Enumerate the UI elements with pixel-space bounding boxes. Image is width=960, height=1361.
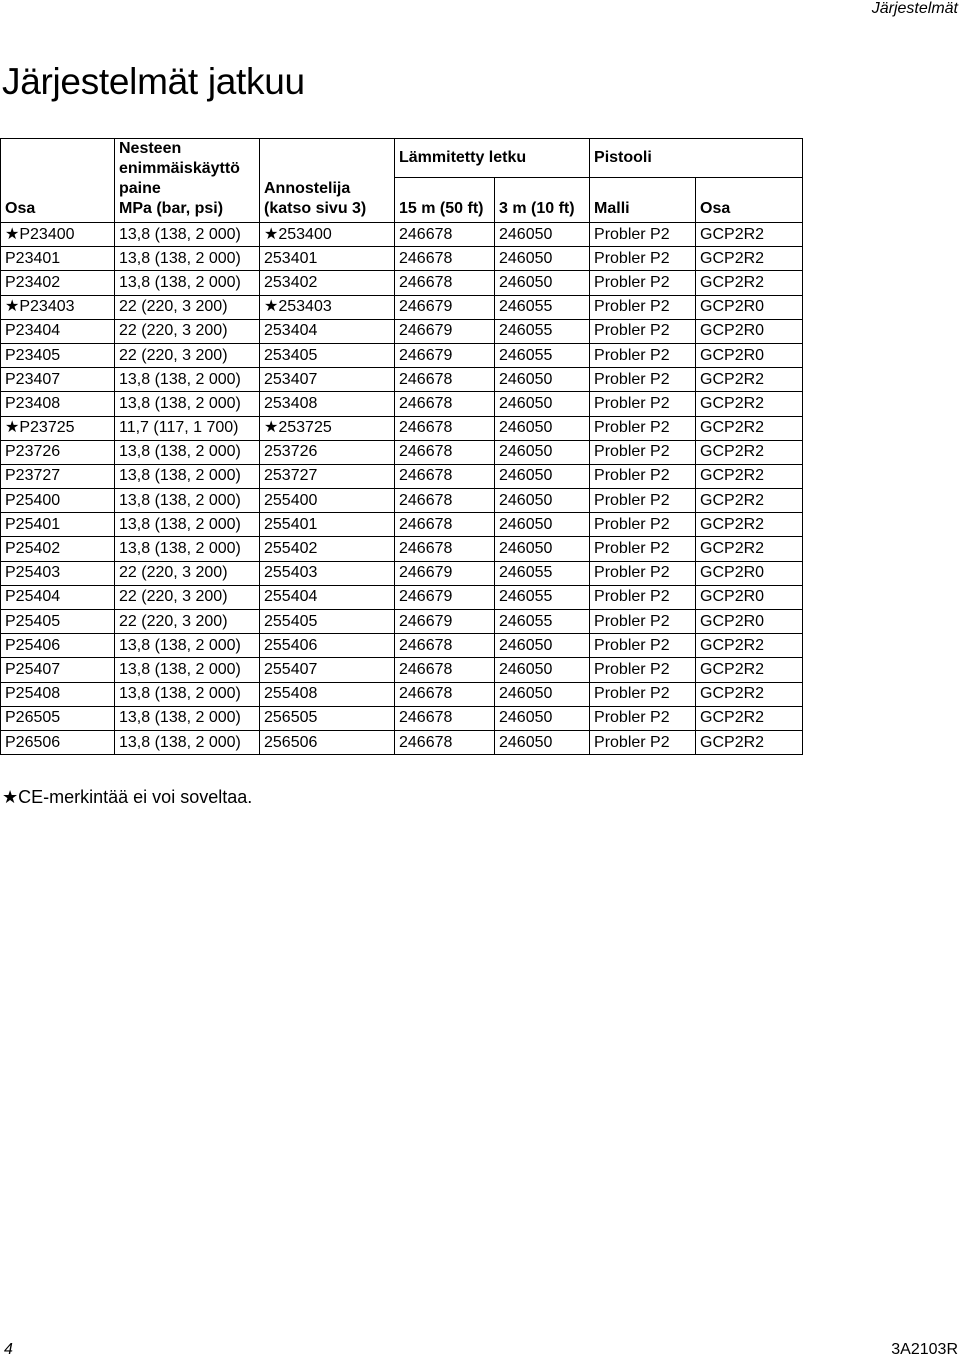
- gun-model-cell: Probler P2: [590, 489, 696, 513]
- gun-part-cell: GCP2R2: [696, 440, 803, 464]
- max-pressure-cell: 13,8 (138, 2 000): [115, 513, 260, 537]
- gun-part-cell: GCP2R0: [696, 585, 803, 609]
- table-row: [1, 585, 803, 609]
- hose-3m-cell: 246050: [495, 464, 590, 488]
- dispenser-cell: 253404: [260, 319, 395, 343]
- osa-cell: P25402: [1, 537, 115, 561]
- footnote-ce: ★CE-merkintää ei voi soveltaa.: [2, 787, 253, 807]
- dispenser-cell: 255403: [260, 561, 395, 585]
- gun-part-cell: GCP2R2: [696, 392, 803, 416]
- col-header-hose-3m: 3 m (10 ft): [495, 178, 590, 223]
- hose-3m-cell: 246050: [495, 223, 590, 247]
- gun-model-cell: Probler P2: [590, 537, 696, 561]
- table-row: [1, 730, 803, 754]
- gun-model-cell: Probler P2: [590, 634, 696, 658]
- osa-cell: P25400: [1, 489, 115, 513]
- max-pressure-cell: 13,8 (138, 2 000): [115, 392, 260, 416]
- gun-model-cell: Probler P2: [590, 706, 696, 730]
- document-code: 3A2103R: [891, 1341, 958, 1358]
- max-pressure-cell: 13,8 (138, 2 000): [115, 368, 260, 392]
- hose-3m-cell: 246050: [495, 634, 590, 658]
- gun-part-cell: GCP2R2: [696, 271, 803, 295]
- hose-3m-cell: 246055: [495, 295, 590, 319]
- max-pressure-cell: 22 (220, 3 200): [115, 295, 260, 319]
- dispenser-cell: 253407: [260, 368, 395, 392]
- dispenser-cell: ★253725: [260, 416, 395, 440]
- osa-cell: P23402: [1, 271, 115, 295]
- hose-3m-cell: 246050: [495, 730, 590, 754]
- table-row: [1, 610, 803, 634]
- hose-15m-cell: 246678: [395, 440, 495, 464]
- gun-model-cell: Probler P2: [590, 392, 696, 416]
- osa-cell: P26506: [1, 730, 115, 754]
- hose-15m-cell: 246678: [395, 368, 495, 392]
- hose-3m-cell: 246055: [495, 561, 590, 585]
- hose-15m-cell: 246678: [395, 247, 495, 271]
- dispenser-cell: 255406: [260, 634, 395, 658]
- hose-3m-cell: 246050: [495, 706, 590, 730]
- max-pressure-cell: 13,8 (138, 2 000): [115, 634, 260, 658]
- dispenser-cell: ★253403: [260, 295, 395, 319]
- systems-table: [0, 138, 803, 755]
- max-pressure-cell: 13,8 (138, 2 000): [115, 271, 260, 295]
- gun-model-cell: Probler P2: [590, 247, 696, 271]
- group-header-heated-hose: Lämmitetty letku: [395, 139, 590, 178]
- dispenser-cell: 255405: [260, 610, 395, 634]
- max-pressure-line-3: paine: [119, 180, 161, 197]
- gun-model-cell: Probler P2: [590, 368, 696, 392]
- page-title: Järjestelmät jatkuu: [2, 61, 305, 102]
- max-pressure-cell: 13,8 (138, 2 000): [115, 658, 260, 682]
- dispenser-cell: 253408: [260, 392, 395, 416]
- hose-15m-cell: 246678: [395, 706, 495, 730]
- gun-part-cell: GCP2R2: [696, 730, 803, 754]
- table-row: [1, 416, 803, 440]
- gun-part-cell: GCP2R0: [696, 561, 803, 585]
- dispenser-cell: 255400: [260, 489, 395, 513]
- max-pressure-cell: 13,8 (138, 2 000): [115, 682, 260, 706]
- hose-15m-cell: 246679: [395, 585, 495, 609]
- hose-15m-cell: 246678: [395, 416, 495, 440]
- hose-3m-cell: 246055: [495, 585, 590, 609]
- gun-part-cell: GCP2R0: [696, 295, 803, 319]
- hose-15m-cell: 246678: [395, 489, 495, 513]
- col-header-hose-15m: 15 m (50 ft): [395, 178, 495, 223]
- gun-part-cell: GCP2R2: [696, 658, 803, 682]
- hose-3m-cell: 246050: [495, 513, 590, 537]
- osa-cell: P23726: [1, 440, 115, 464]
- gun-part-cell: GCP2R2: [696, 682, 803, 706]
- max-pressure-cell: 22 (220, 3 200): [115, 561, 260, 585]
- gun-part-cell: GCP2R2: [696, 368, 803, 392]
- hose-15m-cell: 246679: [395, 295, 495, 319]
- gun-model-cell: Probler P2: [590, 561, 696, 585]
- gun-model-cell: Probler P2: [590, 464, 696, 488]
- osa-cell: P23408: [1, 392, 115, 416]
- col-header-osa: Osa: [1, 139, 115, 223]
- hose-3m-cell: 246050: [495, 658, 590, 682]
- hose-3m-cell: 246050: [495, 416, 590, 440]
- dispenser-cell: ★253400: [260, 223, 395, 247]
- hose-3m-cell: 246055: [495, 610, 590, 634]
- gun-part-cell: GCP2R2: [696, 513, 803, 537]
- dispenser-cell: 255404: [260, 585, 395, 609]
- gun-model-cell: Probler P2: [590, 319, 696, 343]
- hose-3m-cell: 246055: [495, 319, 590, 343]
- hose-15m-cell: 246679: [395, 319, 495, 343]
- osa-cell: P25407: [1, 658, 115, 682]
- gun-part-cell: GCP2R2: [696, 634, 803, 658]
- max-pressure-cell: 13,8 (138, 2 000): [115, 440, 260, 464]
- max-pressure-cell: 13,8 (138, 2 000): [115, 223, 260, 247]
- table-row: [1, 682, 803, 706]
- table-row: [1, 223, 803, 247]
- gun-part-cell: GCP2R0: [696, 343, 803, 367]
- gun-model-cell: Probler P2: [590, 440, 696, 464]
- dispenser-cell: 253402: [260, 271, 395, 295]
- max-pressure-cell: 22 (220, 3 200): [115, 319, 260, 343]
- dispenser-cell: 253727: [260, 464, 395, 488]
- table-row: [1, 247, 803, 271]
- hose-15m-cell: 246678: [395, 464, 495, 488]
- osa-cell: P25408: [1, 682, 115, 706]
- gun-model-cell: Probler P2: [590, 585, 696, 609]
- table-row: [1, 489, 803, 513]
- dispenser-cell: 253401: [260, 247, 395, 271]
- gun-part-cell: GCP2R0: [696, 319, 803, 343]
- osa-cell: ★P23403: [1, 295, 115, 319]
- max-pressure-cell: 11,7 (117, 1 700): [115, 416, 260, 440]
- dispenser-cell: 256505: [260, 706, 395, 730]
- table-row: [1, 440, 803, 464]
- osa-cell: P25406: [1, 634, 115, 658]
- table-row: [1, 271, 803, 295]
- gun-part-cell: GCP2R2: [696, 223, 803, 247]
- hose-3m-cell: 246050: [495, 392, 590, 416]
- max-pressure-line-4: MPa (bar, psi): [119, 200, 224, 217]
- dispenser-line-1: Annostelija: [264, 180, 351, 197]
- table-row: [1, 295, 803, 319]
- gun-model-cell: Probler P2: [590, 610, 696, 634]
- gun-model-cell: Probler P2: [590, 730, 696, 754]
- max-pressure-cell: 13,8 (138, 2 000): [115, 537, 260, 561]
- hose-15m-cell: 246678: [395, 682, 495, 706]
- table-row: [1, 343, 803, 367]
- col-header-dispenser: [260, 139, 395, 223]
- col-header-max-pressure: [115, 139, 260, 223]
- table-row: [1, 513, 803, 537]
- dispenser-cell: 253726: [260, 440, 395, 464]
- gun-part-cell: GCP2R2: [696, 489, 803, 513]
- max-pressure-line-1: Nesteen: [119, 140, 182, 157]
- max-pressure-cell: 22 (220, 3 200): [115, 343, 260, 367]
- table-row: [1, 392, 803, 416]
- col-header-gun-part: Osa: [696, 178, 803, 223]
- dispenser-cell: 255402: [260, 537, 395, 561]
- hose-3m-cell: 246050: [495, 489, 590, 513]
- max-pressure-cell: 22 (220, 3 200): [115, 585, 260, 609]
- hose-3m-cell: 246050: [495, 247, 590, 271]
- hose-3m-cell: 246050: [495, 271, 590, 295]
- hose-15m-cell: 246679: [395, 343, 495, 367]
- hose-3m-cell: 246050: [495, 682, 590, 706]
- group-header-gun: Pistooli: [590, 139, 803, 178]
- dispenser-cell: 253405: [260, 343, 395, 367]
- table-row: [1, 561, 803, 585]
- gun-part-cell: GCP2R2: [696, 464, 803, 488]
- table-row: [1, 537, 803, 561]
- hose-15m-cell: 246678: [395, 634, 495, 658]
- hose-15m-cell: 246678: [395, 658, 495, 682]
- gun-model-cell: Probler P2: [590, 271, 696, 295]
- gun-model-cell: Probler P2: [590, 416, 696, 440]
- gun-model-cell: Probler P2: [590, 513, 696, 537]
- gun-part-cell: GCP2R0: [696, 610, 803, 634]
- gun-model-cell: Probler P2: [590, 658, 696, 682]
- gun-part-cell: GCP2R2: [696, 537, 803, 561]
- gun-part-cell: GCP2R2: [696, 247, 803, 271]
- max-pressure-cell: 13,8 (138, 2 000): [115, 464, 260, 488]
- osa-cell: P25404: [1, 585, 115, 609]
- table-row: [1, 658, 803, 682]
- table-row: [1, 634, 803, 658]
- hose-3m-cell: 246050: [495, 537, 590, 561]
- dispenser-line-2: (katso sivu 3): [264, 200, 367, 217]
- max-pressure-cell: 22 (220, 3 200): [115, 610, 260, 634]
- hose-3m-cell: 246055: [495, 343, 590, 367]
- osa-cell: P23401: [1, 247, 115, 271]
- dispenser-cell: 255401: [260, 513, 395, 537]
- hose-15m-cell: 246678: [395, 392, 495, 416]
- max-pressure-cell: 13,8 (138, 2 000): [115, 247, 260, 271]
- osa-cell: ★P23400: [1, 223, 115, 247]
- osa-cell: P25405: [1, 610, 115, 634]
- max-pressure-cell: 13,8 (138, 2 000): [115, 489, 260, 513]
- header-row-groups: [1, 139, 803, 178]
- gun-model-cell: Probler P2: [590, 295, 696, 319]
- hose-15m-cell: 246678: [395, 730, 495, 754]
- gun-part-cell: GCP2R2: [696, 416, 803, 440]
- hose-15m-cell: 246678: [395, 271, 495, 295]
- osa-cell: P23405: [1, 343, 115, 367]
- osa-cell: P25403: [1, 561, 115, 585]
- osa-cell: P25401: [1, 513, 115, 537]
- hose-3m-cell: 246050: [495, 368, 590, 392]
- table-row: [1, 464, 803, 488]
- gun-model-cell: Probler P2: [590, 223, 696, 247]
- col-header-gun-model: Malli: [590, 178, 696, 223]
- osa-cell: P23407: [1, 368, 115, 392]
- dispenser-cell: 256506: [260, 730, 395, 754]
- max-pressure-line-2: enimmäiskäyttö: [119, 160, 240, 177]
- gun-part-cell: GCP2R2: [696, 706, 803, 730]
- gun-model-cell: Probler P2: [590, 343, 696, 367]
- hose-15m-cell: 246679: [395, 610, 495, 634]
- osa-cell: ★P23725: [1, 416, 115, 440]
- page-number: 4: [4, 1341, 13, 1358]
- max-pressure-cell: 13,8 (138, 2 000): [115, 706, 260, 730]
- table-row: [1, 706, 803, 730]
- dispenser-cell: 255407: [260, 658, 395, 682]
- hose-15m-cell: 246678: [395, 223, 495, 247]
- hose-3m-cell: 246050: [495, 440, 590, 464]
- gun-model-cell: Probler P2: [590, 682, 696, 706]
- hose-15m-cell: 246678: [395, 537, 495, 561]
- running-head: Järjestelmät: [871, 0, 958, 17]
- table-row: [1, 368, 803, 392]
- table-row: [1, 319, 803, 343]
- hose-15m-cell: 246679: [395, 561, 495, 585]
- osa-cell: P23727: [1, 464, 115, 488]
- max-pressure-cell: 13,8 (138, 2 000): [115, 730, 260, 754]
- dispenser-cell: 255408: [260, 682, 395, 706]
- table-body: [1, 223, 803, 755]
- hose-15m-cell: 246678: [395, 513, 495, 537]
- osa-cell: P23404: [1, 319, 115, 343]
- osa-cell: P26505: [1, 706, 115, 730]
